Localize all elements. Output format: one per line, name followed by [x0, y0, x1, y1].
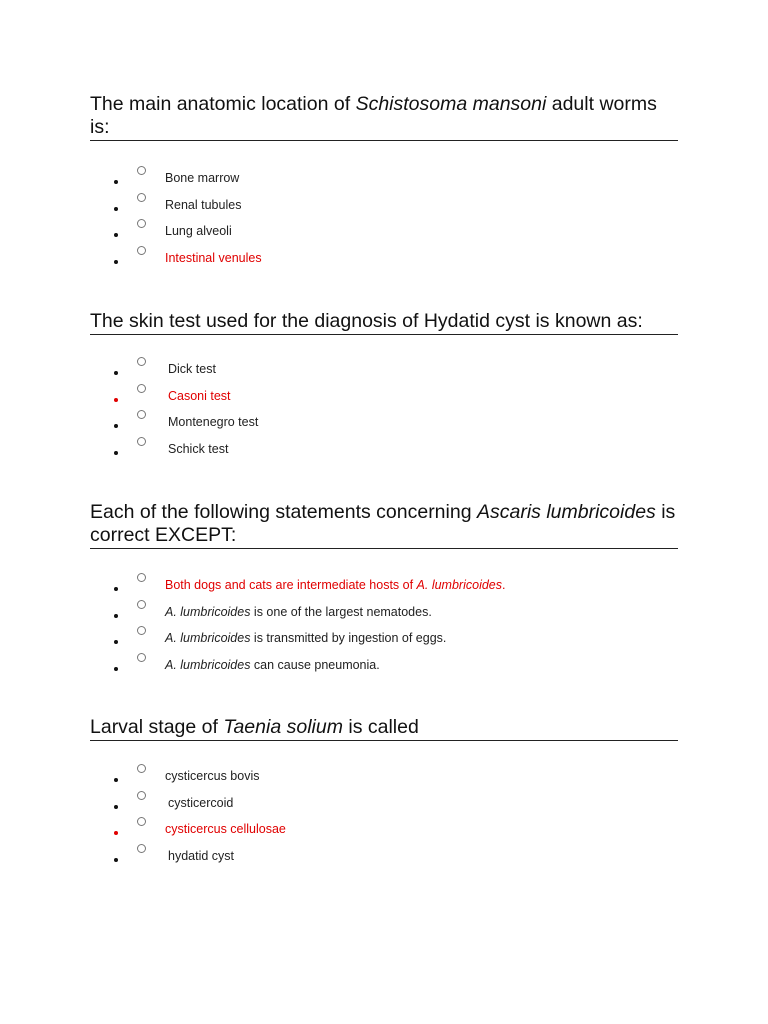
- bullet: [114, 398, 118, 402]
- radio-button[interactable]: [137, 600, 146, 609]
- question-4: Larval stage of Taenia solium is called cysticercus bovis cysticercoid cysticercus cellulosae hydatid cyst: [90, 716, 678, 741]
- radio-button[interactable]: [137, 626, 146, 635]
- question-2-title: The skin test used for the diagnosis of Hydatid cyst is known as:: [90, 310, 678, 335]
- bullet: [114, 587, 118, 591]
- bullet: [114, 260, 118, 264]
- bullet: [114, 640, 118, 644]
- radio-button[interactable]: [137, 764, 146, 773]
- bullet: [114, 805, 118, 809]
- bullet: [114, 778, 118, 782]
- question-1: The main anatomic location of Schistosoma mansoni adult worms is: Bone marrow Renal tubules Lung alveoli Intestinal venules: [90, 93, 678, 141]
- radio-button[interactable]: [137, 193, 146, 202]
- radio-button[interactable]: [137, 357, 146, 366]
- bullet: [114, 424, 118, 428]
- bullet: [114, 451, 118, 455]
- question-3: Each of the following statements concerning Ascaris lumbricoides is correct EXCEPT: Both dogs and cats are intermediate hosts of A. lumbricoides. A. lumbricoides is one of the largest nematodes. A. lumbricoides is transmitted by ingestion of eggs. A. lumbricoides can cause pneumonia.: [90, 501, 678, 549]
- radio-button[interactable]: [137, 410, 146, 419]
- bullet: [114, 233, 118, 237]
- radio-button[interactable]: [137, 384, 146, 393]
- question-4-title: Larval stage of Taenia solium is called: [90, 716, 678, 741]
- radio-button[interactable]: [137, 219, 146, 228]
- radio-button[interactable]: [137, 844, 146, 853]
- bullet: [114, 614, 118, 618]
- radio-button[interactable]: [137, 166, 146, 175]
- radio-button[interactable]: [137, 437, 146, 446]
- question-1-title: The main anatomic location of Schistosoma mansoni adult worms is:: [90, 93, 678, 141]
- question-3-title: Each of the following statements concerning Ascaris lumbricoides is correct EXCEPT:: [90, 501, 678, 549]
- radio-button[interactable]: [137, 653, 146, 662]
- bullet: [114, 858, 118, 862]
- radio-button[interactable]: [137, 817, 146, 826]
- bullet: [114, 667, 118, 671]
- bullet: [114, 831, 118, 835]
- question-2: The skin test used for the diagnosis of Hydatid cyst is known as: Dick test Casoni test Montenegro test Schick test: [90, 310, 678, 335]
- radio-button[interactable]: [137, 573, 146, 582]
- bullet: [114, 180, 118, 184]
- bullet: [114, 371, 118, 375]
- bullet: [114, 207, 118, 211]
- radio-button[interactable]: [137, 246, 146, 255]
- radio-button[interactable]: [137, 791, 146, 800]
